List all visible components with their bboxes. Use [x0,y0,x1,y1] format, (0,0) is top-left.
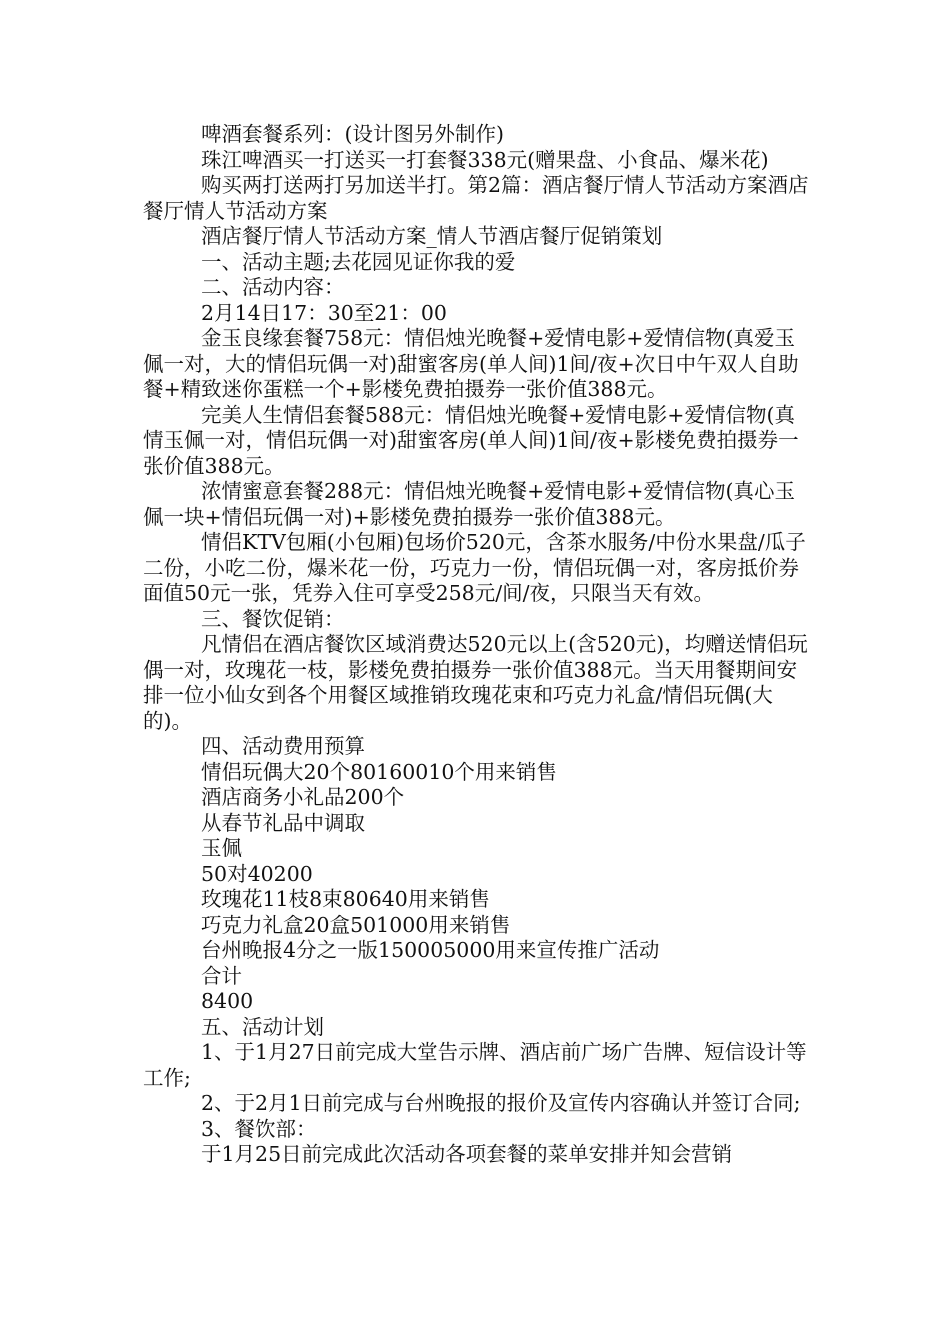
paragraph: 1、于1月27日前完成大堂告示牌、酒店前广场广告牌、短信设计等工作; [143,1040,807,1090]
paragraph: 酒店餐厅情人节活动方案_情人节酒店餐厅促销策划 [201,224,663,248]
paragraph: 50对40200 [201,861,313,886]
paragraph: 四、活动费用预算 [201,734,365,758]
paragraph: 玫瑰花11枝8束80640用来销售 [201,887,490,911]
paragraph: 玉佩 [201,836,242,860]
paragraph: 二、活动内容： [201,275,345,299]
paragraph: 巧克力礼盒20盒501000用来销售 [201,912,511,937]
paragraph: 情侣玩偶大20个80160010个用来销售 [201,759,557,784]
paragraph: 啤酒套餐系列：(设计图另外制作) [201,122,504,146]
paragraph: 2月14日17：30至21：00 [201,300,447,325]
paragraph: 五、活动计划 [201,1014,324,1039]
paragraph: 珠江啤酒买一打送买一打套餐338元(赠果盘、小食品、爆米花) [201,147,769,172]
paragraph: 情侣KTV包厢(小包厢)包场价520元，含茶水服务/中份水果盘/瓜子二份，小吃二份，爆米花一份，巧克力一份，情侣玩偶一对，客房抵价券面值50元一张，凭券入住可享受258元/间/夜，只限当天有效。 [143,530,806,605]
paragraph: 三、餐饮促销： [201,606,345,631]
paragraph: 浓情蜜意套餐288元：情侣烛光晚餐+爱情电影+爱情信物(真心玉佩一块+情侣玩偶一对)+影楼免费拍摄券一张价值388元。 [143,479,795,529]
paragraph: 一、活动主题;去花园见证你我的爱 [201,249,516,274]
paragraph: 3、餐饮部： [201,1116,317,1141]
paragraph: 合计 [201,963,242,988]
paragraph: 2、于2月1日前完成与台州晚报的报价及宣传内容确认并签订合同; [201,1091,801,1115]
paragraph: 8400 [201,989,254,1013]
paragraph: 于1月25日前完成此次活动各项套餐的菜单安排并知会营销 [201,1142,733,1166]
paragraph: 金玉良缘套餐758元：情侣烛光晚餐+爱情电影+爱情信物(真爱玉佩一对，大的情侣玩偶一对)甜蜜客房(单人间)1间/夜+次日中午双人自助餐+精致迷你蛋糕一个+影楼免费拍摄券一张价值388元。 [143,326,799,401]
paragraph: 凡情侣在酒店餐饮区域消费达520元以上(含520元)，均赠送情侣玩偶一对，玫瑰花一枝，影楼免费拍摄券一张价值388元。当天用餐期间安排一位小仙女到各个用餐区域推销玫瑰花束和巧克力礼盒/情侣玩偶(大的)。 [143,632,808,733]
document-body [143,122,815,1168]
paragraph: 台州晚报4分之一版150005000用来宣传推广活动 [201,938,660,962]
paragraph: 从春节礼品中调取 [201,810,365,835]
paragraph: 完美人生情侣套餐588元：情侣烛光晚餐+爱情电影+爱情信物(真情玉佩一对，情侣玩偶一对)甜蜜客房(单人间)1间/夜+影楼免费拍摄券一张价值388元。 [143,402,799,478]
paragraph: 酒店商务小礼品200个 [201,785,405,809]
paragraph: 购买两打送两打另加送半打。第2篇：酒店餐厅情人节活动方案酒店餐厅情人节活动方案 [143,173,809,223]
